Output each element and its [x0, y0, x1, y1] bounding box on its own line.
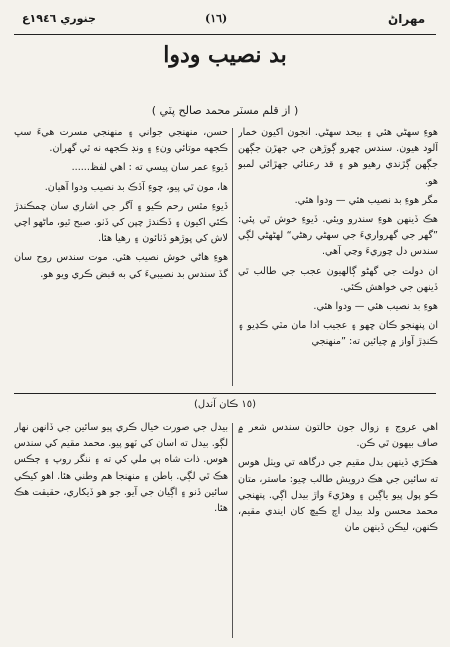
paragraph: اهي عروج ۽ زوال جون حالتون سندس شعر ۾ صاف بيهون ٿي ڪن. — [238, 422, 438, 450]
page-number: (١٦) — [205, 12, 228, 25]
section-rule — [14, 393, 436, 394]
header-rule — [14, 34, 436, 35]
paragraph: بيدل جي صورت خيال ڪري پيو سائين جي ڏانهن نهار لڳو. بيدل ته اسان کي ٽهو پيو. محمد مقيم کي سندس هوس. ذات شاه ٻي ملي کي ته ۽ ننگر روپ ۽ ڄڪس هڪ ٿي لڳي. باطن ۽ منهنجا هم وطني هئا. اهو کيڪي سائين ڏنو ۽ اڳيان جي آيو. جو هو ڏيکاري، حقيقت هڪ هئا. — [14, 422, 228, 515]
paragraph: هوءِ هاڻي خوش نصيب هئي. موت سندس روح سان گڏ سندس بد نصيبيءَ کي به قبض ڪري ويو هو. — [14, 252, 228, 280]
paragraph: هوءِ سهڻي هئي ۽ بيحد سهڻي. انجون اکيون خمار آلود هيون. سندس چهرو ڳوڙهن جي جهڙن جڳهن جڳهن ڳڙندي رهيو هو ۽ قد رعنائي جهڙائي لمبو هو. — [238, 127, 438, 187]
paragraph: هڪ ڏينهن هوءِ سندرو ويئي. ڏيوءِ خوش ٿي پئي: ”گهر جي گهرواريءَ جي سهڻي رهڻي“ لهڻهڻي لڳي سندس دل چوريءَ وڃي آهي. — [238, 214, 438, 258]
continued-column-left — [14, 420, 228, 642]
column-divider — [232, 128, 233, 386]
column-divider — [232, 423, 233, 638]
article-title: بد نصيب ودوا — [163, 42, 287, 68]
paragraph: هوءِ بد نصيب هئي — ودوا هئي. — [313, 301, 438, 313]
paragraph: ان پنهنجو ڪان ڇهو ۽ عجيب ادا مان مٽي ڪڍيو ۽ ڪنڊڙ آواز ۾ چيائين ته: ”منهنجي — [238, 320, 438, 348]
article-byline: ( از قلم مسٽر محمد صالح پٽي ) — [151, 104, 299, 117]
paragraph: ڏيوءِ عمر سان پيسي ته : اهي لفظ...... — [71, 162, 228, 174]
paragraph: هڪڙي ڏينهن بدل مقيم جي درگاهه تي ويٺل هوس ته سائين جي هڪ درويش طالب چيو: ماستر، متان ڪو پول پيو ياڳين ۽ وهڙيءَ واڙ بيدل اڳي. پنهنجي محمد محسن ولد بيدل اچ ڪيچ کان ايندي مقيم، ڪنهن، ليڪن ڏينهن مان — [238, 457, 438, 534]
paragraph: ان دولت جي گهڻو ڳالهيون عجب جي طالب ٿي ڏينهن جي خواهش ڪئي. — [238, 265, 438, 293]
article-column-right — [238, 125, 438, 387]
article-column-left — [14, 125, 228, 387]
paragraph: ها، مون ٿي پيو، چوءِ آڏڪ بد نصيب ودوا آهيان. — [44, 181, 228, 193]
header-date: جنوري ١٩٤٦ع — [22, 12, 96, 25]
running-header — [0, 8, 450, 32]
continued-column-right — [238, 420, 438, 642]
paragraph: ڏيوءِ مٿس رحم ڪيو ۽ آگر جي اشاري سان چمڪندڙ ڪئي اکيون ۽ ڏڪندڙ چپن کي ڏٺو. صبح ٿيو، ماڻهو اچي لاش کي ڀوڙهو ڏٺائون ۽ رهيا هئا. — [14, 200, 228, 245]
paragraph: حسن، منهنجي جواني ۽ منهنجي مسرت هيءَ سڀ ڪجهه موتائي ونءِ ۽ ونڊ ڪجهه نه ٿي گهران. — [14, 127, 228, 155]
section-heading: (١٥ ڪان آندل) — [193, 399, 257, 410]
paragraph: مگر هوءِ بد نصيب هئي — ودوا هئي. — [294, 194, 438, 206]
masthead: مهراڻ — [388, 12, 426, 26]
